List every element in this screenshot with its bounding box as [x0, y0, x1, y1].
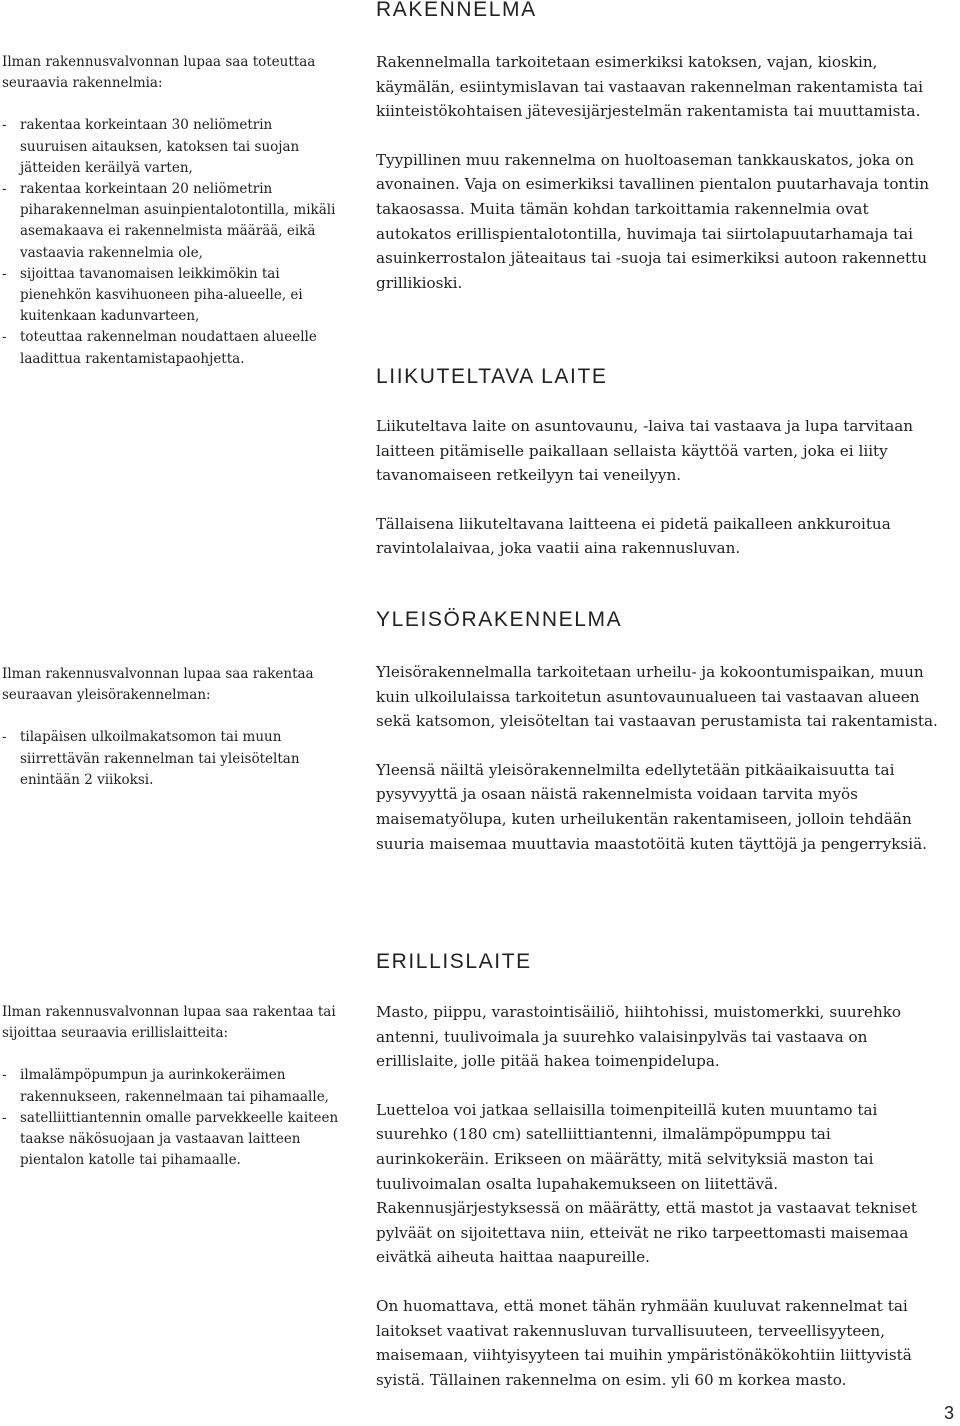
- paragraph: Liikuteltava laite on asuntovaunu, -laiva tai vastaava ja lupa tarvitaan laitteen pitämiselle paikallaan sellaista käyttöä varten, joka ei liity tavanomaiseen retkeilyyn tai veneilyyn.: [376, 417, 914, 485]
- rakennelma-body: [376, 50, 948, 295]
- paragraph: Tyypillinen muu rakennelma on huoltoaseman tankkauskatos, joka on avonainen. Vaja on esimerkiksi tavallinen pientalon puutarhavaja tontin takaosassa. Muita tämän kohdan tarkoittamia rakennelmia ovat autokatos erillispientalotontilla, huvimaja tai siirtolapuutarhamaja tai asuinkerrostalon jäteaitaus tai -suoja tai esimerkiksi autoon rakennettu grillikioski.: [376, 150, 930, 292]
- rakennelma-list: [2, 115, 340, 369]
- list-item: - ilmalämpöpumpun ja aurinkokeräimen rakennukseen, rakennelmaan tai pihamaalle,: [2, 1065, 340, 1107]
- list-item: - satelliittiantennin omalle parvekkeelle kaiteen taakse näkösuojaan ja vastaavan laitteen pientalon katolle tai pihamaalle.: [2, 1108, 340, 1172]
- list-item: - sijoittaa tavanomaisen leikkimökin tai pienehkön kasvihuoneen piha-alueelle, ei kuitenkaan kadunvarteen,: [2, 264, 340, 328]
- heading-liikuteltava-laite: LIIKUTELTAVA LAITE: [376, 365, 608, 388]
- paragraph: Masto, piippu, varastointisäiliö, hiihtohissi, muistomerkki, suurehko antenni, tuulivoimala ja suurehko valaisinpylväs tai vastaava on erillislaite, jolle pitää hakea toimenpidelupa.: [376, 1003, 902, 1071]
- yleisorakennelma-intro: Ilman rakennusvalvonnan lupaa saa rakentaa seuraavan yleisörakennelman:: [2, 666, 314, 704]
- paragraph: Rakennelmalla tarkoitetaan esimerkiksi katoksen, vajan, kioskin, käymälän, esiintymislavan tai vastaavan rakennelman rakentamista tai kiinteistökohtaisen jätevesijärjestelmän rakentamista tai muuttamista.: [376, 53, 924, 121]
- paragraph: On huomattava, että monet tähän ryhmään kuuluvat rakennelmat tai laitokset vaativat rakennusluvan turvallisuuteen, terveellisyyteen, maisemaan, viihtyisyyteen tai muihin ympäristönäkökohtiin liittyvistä syistä. Tällainen rakennelma on esim. yli 60 m korkea masto.: [376, 1296, 912, 1389]
- heading-rakennelma: RAKENNELMA: [376, 0, 537, 21]
- paragraph: Yleisörakennelmalla tarkoitetaan urheilu- ja kokoontumispaikan, muun kuin ulkoilulaissa tarkoitetun asuntovaunualueen tai vastaavan alueen sekä katsomon, yleisöteltan tai vastaavan perustamista tai rakentamista.: [376, 663, 938, 731]
- list-item: - rakentaa korkeintaan 30 neliömetrin suuruisen aitauksen, katoksen tai suojan jätteiden keräilyä varten,: [2, 115, 340, 179]
- liikuteltava-body: [376, 414, 948, 561]
- rakennelma-left-column: [2, 52, 340, 370]
- erillislaite-left-column: [2, 1002, 340, 1171]
- erillislaite-list: [2, 1065, 340, 1171]
- list-item: - rakentaa korkeintaan 20 neliömetrin piharakennelman asuinpientalotontilla, mikäli asemakaava ei rakennelmista määrää, eikä vastaavia rakennelmia ole,: [2, 179, 340, 264]
- erillislaite-intro: Ilman rakennusvalvonnan lupaa saa rakentaa tai sijoittaa seuraavia erillislaitteita:: [2, 1004, 336, 1042]
- yleisorakennelma-body: [376, 660, 948, 856]
- heading-erillislaite: ERILLISLAITE: [376, 950, 532, 973]
- list-item: - toteuttaa rakennelman noudattaen alueelle laadittua rakentamistapaohjetta.: [2, 327, 340, 369]
- paragraph: Tällaisena liikuteltavana laitteena ei pidetä paikalleen ankkuroitua ravintolalaivaa, joka vaatii aina rakennusluvan.: [376, 514, 891, 558]
- erillislaite-body: [376, 1000, 948, 1392]
- list-item: - tilapäisen ulkoilmakatsomon tai muun siirrettävän rakennelman tai yleisöteltan enintään 2 viikoksi.: [2, 727, 340, 791]
- yleisorakennelma-list: [2, 727, 340, 791]
- paragraph: Yleensä näiltä yleisörakennelmilta edellytetään pitkäaikaisuutta tai pysyvyyttä ja osaan näistä rakennelmista voidaan tarvita myös maisematyölupa, kuten urheilukentän rakentamiseen, jolloin tehdään suuria maisemaa muuttavia maastotöitä kuten täyttöjä ja pengerryksiä.: [376, 760, 927, 853]
- paragraph: Luetteloa voi jatkaa sellaisilla toimenpiteillä kuten muuntamo tai suurehko (180 cm) satelliittiantenni, ilmalämpöpumppu tai aurinkokeräin. Erikseen on määrätty, mitä selvityksiä maston tai tuulivoimalan osalta lupahakemukseen on liitettävä. Rakennusjärjestyksessä on määrätty, että mastot ja vastaavat tekniset pylväät on sijoitettava niin, etteivät ne riko tarpeettomasti maisemaa eivätkä aiheuta haittaa naapureille.: [376, 1100, 917, 1267]
- rakennelma-intro: Ilman rakennusvalvonnan lupaa saa toteuttaa seuraavia rakennelmia:: [2, 54, 316, 92]
- heading-yleisorakennelma: YLEISÖRAKENNELMA: [376, 608, 623, 631]
- page-number: 3: [943, 1403, 954, 1423]
- yleisorakennelma-left-column: [2, 664, 340, 791]
